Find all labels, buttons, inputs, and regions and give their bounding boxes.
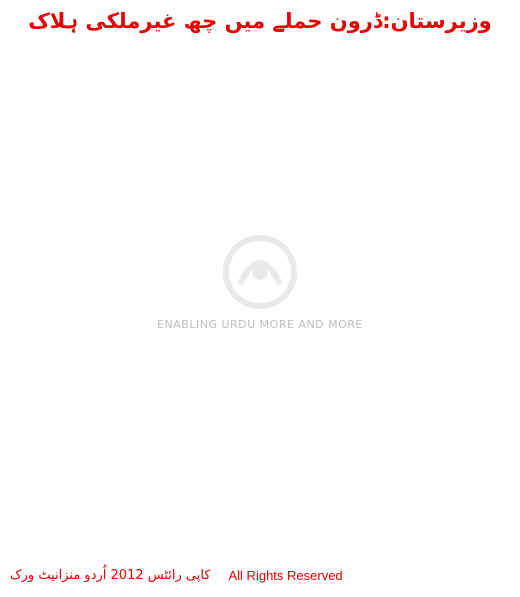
all-rights-reserved: All Rights Reserved: [228, 568, 343, 583]
article-body: [10, 42, 510, 542]
copyright-notice: کاپی رائٹس 2012 اُردو منزانیٹ ورک: [10, 568, 211, 583]
watermark-text: ENABLING URDU MORE AND MORE: [157, 318, 363, 331]
headline: وزیرستان:ڈرون حملے میں چھ غیرملکی ہلاک: [28, 9, 492, 33]
watermark: [145, 232, 375, 352]
footer: [10, 565, 510, 587]
watermark-logo-icon: [210, 232, 310, 312]
